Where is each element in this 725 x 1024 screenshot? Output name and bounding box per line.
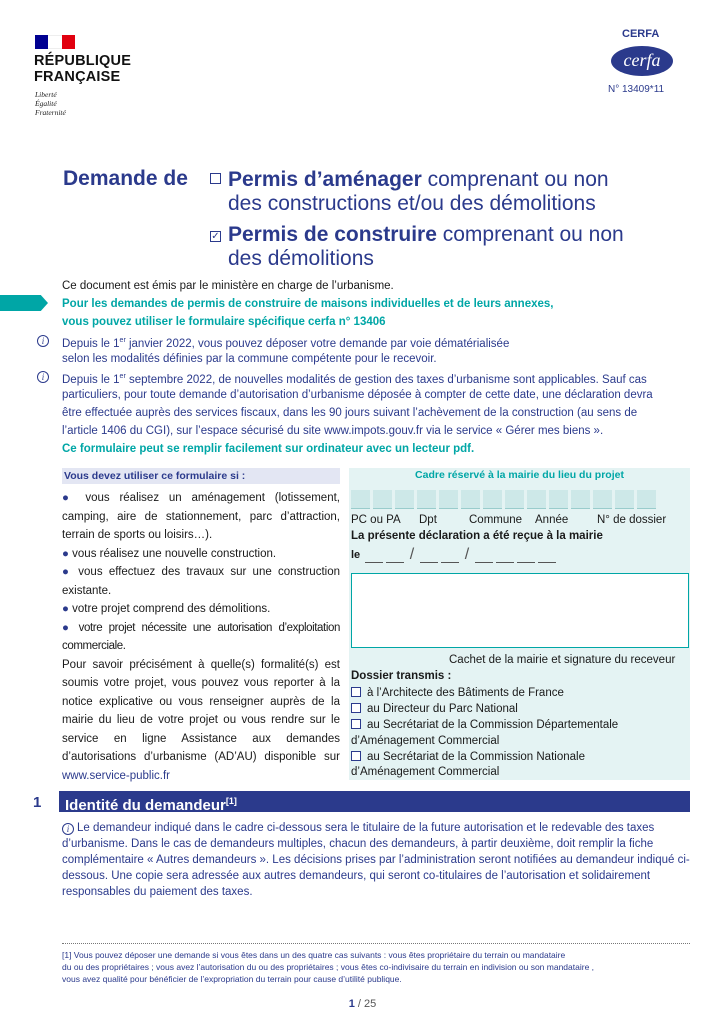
recue-label: La présente déclaration a été reçue à la mairie — [351, 530, 603, 542]
service-public-link[interactable]: www.service-public.fr — [62, 769, 170, 782]
transmis-text: à l’Architecte des Bâtiments de France — [367, 687, 564, 699]
digit-field[interactable] — [637, 490, 656, 509]
digit-field[interactable] — [527, 490, 546, 509]
teal-notice-1: Pour les demandes de permis de construire de maisons individuelles et de leurs annexes, — [62, 298, 554, 310]
date-separator: / — [409, 546, 415, 563]
cerfa-number: N° 13409*11 — [608, 84, 665, 95]
info-icon: i — [62, 823, 74, 835]
footnote-line: vous avez qualité pour bénéficier de l’expropriation du terrain pour cause d’utilité publique. — [62, 974, 402, 984]
option-permis-amenager — [210, 168, 609, 192]
transmis-text: au Secrétariat de la Commission Départementale — [367, 719, 619, 731]
intro-line: Ce document est émis par le ministère en charge de l’urbanisme. — [62, 280, 394, 292]
digit-field[interactable] — [483, 490, 502, 509]
label-pc-pa: PC ou PA — [351, 514, 401, 526]
info1-sup: er — [119, 337, 126, 344]
list-item-text: vous réalisez un aménagement (lotissement, camping, aire de stationnement, parc d’attraction, terrain de sports ou loisirs…). — [62, 492, 340, 541]
list-item: ● votre projet nécessite une autorisation d’exploitation commerciale. — [62, 621, 340, 652]
info-icon: i — [37, 371, 49, 383]
list-item: ● vous effectuez des travaux sur une construction existante. — [62, 566, 340, 597]
list-item-text: votre projet nécessite une autorisation d’exploitation commerciale. — [62, 621, 340, 652]
logo-line-1: RÉPUBLIQUE — [34, 53, 132, 69]
date-digit[interactable] — [386, 548, 404, 563]
footnote — [62, 949, 690, 985]
digit-field[interactable] — [615, 490, 634, 509]
info2-sup: er — [119, 373, 126, 380]
page-current: 1 — [348, 998, 355, 1010]
option1-continuation: des constructions et/ou des démolitions — [228, 192, 596, 215]
date-digit[interactable] — [365, 548, 383, 563]
parc-checkbox[interactable] — [351, 703, 361, 713]
date-digit[interactable] — [475, 548, 493, 563]
le-label: le — [351, 549, 361, 561]
page-total: 25 — [364, 998, 377, 1010]
option-permis-construire — [210, 223, 624, 247]
list-item: ● votre projet comprend des démolitions. — [62, 603, 271, 615]
list-item-text: vous effectuez des travaux sur une construction existante. — [62, 566, 340, 597]
page-number — [0, 998, 725, 1010]
option2-bold: Permis de construire — [228, 223, 437, 246]
digit-field[interactable] — [549, 490, 568, 509]
option1-rest: comprenant ou non — [421, 168, 609, 191]
info2-line4: l’article 1406 du CGI), sur l’espace sécurisé du site www.impots.gouv.fr via le service « Gérer mes biens ». — [62, 425, 604, 437]
list-item-text: vous réalisez une nouvelle construction. — [72, 547, 277, 560]
mairie-box-heading: Cadre réservé à la mairie du lieu du projet — [415, 469, 624, 481]
transmis-cnac — [351, 750, 585, 765]
devise-fraternite: Fraternité — [35, 108, 66, 117]
left-column — [62, 489, 340, 785]
permis-construire-checkbox[interactable]: ✓ — [211, 231, 220, 242]
logo-line-2: FRANÇAISE — [34, 69, 121, 85]
french-flag-icon — [35, 35, 75, 49]
section-title-bar — [59, 791, 690, 812]
option2-continuation: des démolitions — [228, 247, 374, 270]
transmis-text: au Directeur du Parc National — [367, 703, 518, 715]
transmis-cnac-cont: d’Aménagement Commercial — [351, 766, 500, 778]
label-annee: Année — [535, 514, 569, 526]
digit-field[interactable] — [439, 490, 458, 509]
option2-rest: comprenant ou non — [436, 223, 624, 246]
digit-field[interactable] — [593, 490, 612, 509]
label-dpt: Dpt — [419, 514, 437, 526]
left-column-heading: Vous devez utiliser ce formulaire si : — [62, 468, 340, 484]
teal-notice-2: vous pouvez utiliser le formulaire spécifique cerfa n° 13406 — [62, 316, 386, 328]
info2-a: Depuis le 1 — [62, 373, 120, 386]
date-digit[interactable] — [441, 548, 459, 563]
cerfa-logo-icon: cerfa — [611, 46, 673, 76]
digit-field[interactable] — [505, 490, 524, 509]
section1-paragraph: Le demandeur indiqué dans le cadre ci-dessous sera le titulaire de la future autorisation et le redevable des taxes d’urbanisme. Dans le cas de demandeurs multiples, chacun des demandeurs, à partir deuxième, doit remplir la fiche complémentaire « Autres demandeurs ». Les décisions prises par l’administration seront notifiées au demandeur indiqué ci-dessous. Une copie sera adressée aux autres demandeurs, qui seront co-titulaires de l’autorisation et solidairement responsables du paiement des taxes. — [62, 822, 690, 898]
footnote-ref[interactable]: [1] — [225, 796, 237, 806]
date-digit[interactable] — [420, 548, 438, 563]
transmis-text: au Secrétariat de la Commission Nationale — [367, 751, 585, 763]
date-digit[interactable] — [538, 548, 556, 563]
abf-checkbox[interactable] — [351, 687, 361, 697]
footnote-line: du ou des propriétaires ; vous avez l’autorisation du ou des propriétaires ; vous êtes co-indivisaire du terrain en indivision ou son mandataire , — [62, 962, 595, 972]
label-commune: Commune — [469, 514, 523, 526]
paragraph-text: Pour savoir précisément à quelle(s) formalité(s) est soumis votre projet, vous pouvez vous reporter à la notice explicative ou vous renseigner auprès de la mairie du lieu de votre projet ou vous rendre sur le service en ligne Assistance aux demandes d’autorisations d’urbanisme (AD’AU) disponible sur — [62, 658, 340, 763]
digit-field[interactable] — [373, 490, 392, 509]
cachet-field[interactable] — [351, 573, 689, 648]
digit-field[interactable] — [417, 490, 436, 509]
cdac-checkbox[interactable] — [351, 719, 361, 729]
teal-arrow-marker — [0, 295, 48, 311]
info1-a: Depuis le 1 — [62, 337, 120, 350]
list-item-text: votre projet comprend des démolitions. — [72, 603, 271, 615]
footnote-divider — [62, 943, 690, 944]
section1-text — [62, 820, 690, 900]
info2-b: septembre 2022, de nouvelles modalités de gestion des taxes d’urbanisme sont applicables. Sauf cas — [125, 373, 647, 386]
info2-line3: être effectuée auprès des services fiscaux, dans les 90 jours suivant l’achèvement de la construction (au sens de — [62, 407, 638, 419]
devise-liberte: Liberté — [35, 90, 57, 99]
option1-bold: Permis d’aménager — [228, 168, 422, 191]
digit-field[interactable] — [461, 490, 480, 509]
transmis-cdac — [351, 718, 618, 733]
permis-amenager-checkbox[interactable] — [210, 173, 221, 184]
cerfa-label: CERFA — [622, 28, 660, 40]
teal-notice-3: Ce formulaire peut se remplir facilement sur ordinateur avec un lecteur pdf. — [62, 443, 475, 455]
transmis-parc — [351, 702, 518, 717]
label-num-dossier: N° de dossier — [597, 514, 667, 526]
section-title: Identité du demandeur — [65, 797, 226, 814]
date-digit[interactable] — [517, 548, 535, 563]
devise — [35, 90, 66, 117]
list-item: ● vous réalisez une nouvelle construction. — [62, 547, 277, 560]
digit-field[interactable] — [351, 490, 370, 509]
devise-egalite: Égalité — [35, 99, 57, 108]
cachet-label: Cachet de la mairie et signature du receveur — [449, 654, 676, 666]
date-fields — [365, 548, 556, 563]
republique-francaise-logo — [34, 53, 131, 85]
dossier-transmis-label: Dossier transmis : — [351, 670, 452, 682]
info-paragraph — [62, 656, 340, 786]
list-item: ● vous réalisez un aménagement (lotissement, camping, aire de stationnement, parc d’attraction, terrain de sports ou loisirs…). — [62, 492, 340, 541]
digit-field[interactable] — [395, 490, 414, 509]
info2-line2: particuliers, pour toute demande d’autorisation d’urbanisme déposée à compter de cette date, une déclaration devra — [62, 389, 653, 401]
date-separator: / — [464, 546, 470, 563]
transmis-cdac-cont: d’Aménagement Commercial — [351, 735, 500, 747]
info1-line2: selon les modalités définies par la commune compétente pour le recevoir. — [62, 353, 437, 365]
info1-b: janvier 2022, vous pouvez déposer votre demande par voie dématérialisée — [125, 337, 510, 350]
footnote-line: [1] Vous pouvez déposer une demande si vous êtes dans un des quatre cas suivants : vous êtes propriétaire du terrain ou mandataire — [62, 950, 566, 960]
demande-de-label: Demande de — [63, 167, 188, 190]
page-sep: / — [354, 998, 365, 1010]
digit-field[interactable] — [571, 490, 590, 509]
cnac-checkbox[interactable] — [351, 751, 361, 761]
transmis-abf — [351, 686, 564, 701]
info-icon: i — [37, 335, 49, 347]
dossier-number-fields — [351, 490, 656, 509]
date-digit[interactable] — [496, 548, 514, 563]
section-number: 1 — [33, 794, 42, 811]
